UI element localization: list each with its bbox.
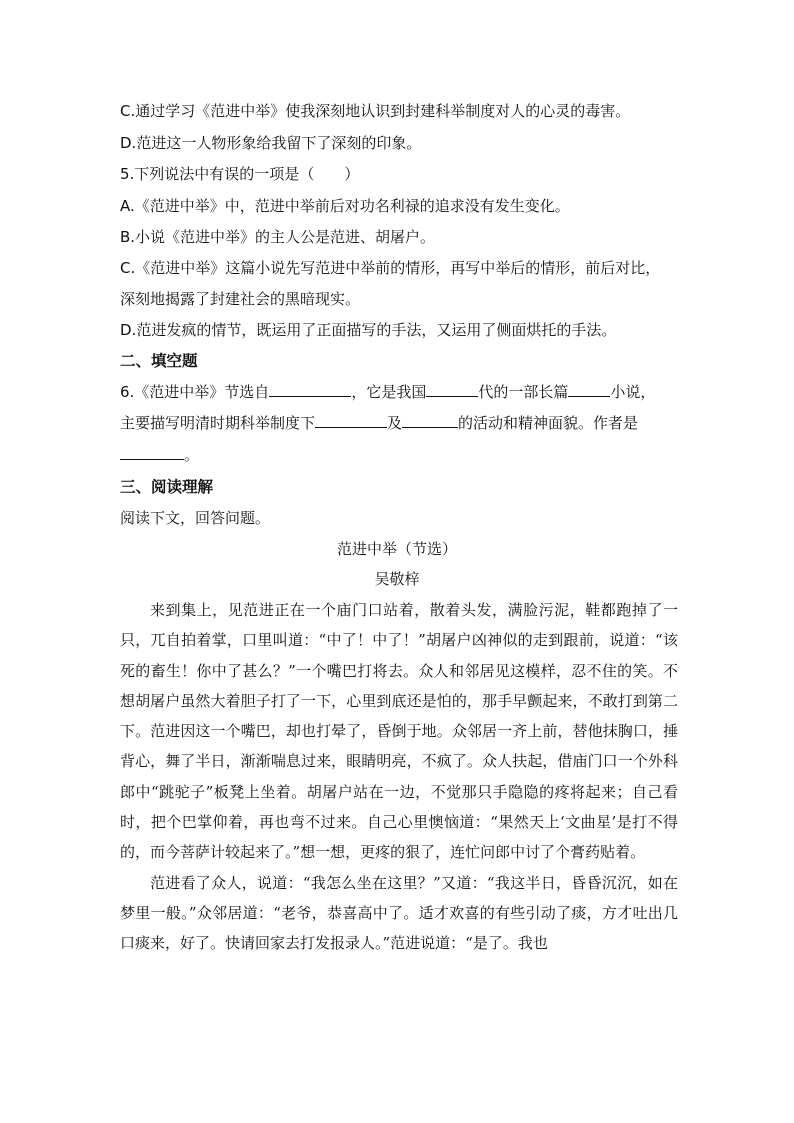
q6-text-3: 代的一部长篇 bbox=[478, 383, 569, 401]
passage-author: 吴敬梓 bbox=[374, 570, 420, 588]
q5-option-b: B.小说《范进中举》的主人公是范进、胡屠户。 bbox=[120, 228, 436, 246]
q6-text-4: 小说， bbox=[610, 383, 656, 401]
q6-text-7: 的活动和精神面貌。作者是 bbox=[458, 414, 639, 432]
reading-instruction: 阅读下文，回答问题。 bbox=[120, 509, 271, 527]
q6-line2 bbox=[120, 413, 680, 433]
q6-text-end: 。 bbox=[184, 446, 200, 464]
q5-option-c-line2: 深刻地揭露了封建社会的黑暗现实。 bbox=[120, 290, 361, 308]
q6-text-2: ，它是我国 bbox=[351, 383, 427, 401]
answer-blank-group2[interactable] bbox=[402, 413, 458, 428]
q5-option-d: D.范进发疯的情节，既运用了正面描写的手法，又运用了侧面烘托的手法。 bbox=[120, 321, 617, 339]
section-reading-title: 三、阅读理解 bbox=[120, 478, 214, 496]
q6-text-6: 及 bbox=[387, 414, 403, 432]
q6-text-1: 6.《范进中举》节选自 bbox=[120, 383, 270, 401]
answer-blank-genre[interactable] bbox=[568, 382, 610, 397]
passage-title: 范进中举（节选） bbox=[336, 540, 457, 558]
q6-line1 bbox=[120, 382, 680, 402]
q5-option-c-line1: C.《范进中举》这篇小说先写范进中举前的情形，再写中举后的情形，前后对比， bbox=[120, 259, 661, 277]
passage-paragraph-1: 来到集上，见范进正在一个庙门口站着，散着头发，满脸污泥，鞋都跑掉了一只，兀自拍着掌，口里叫道：“中了！中了！”胡屠户凶神似的走到跟前，说道：“该死的畜生！你中了甚么？”一个嘴巴打将去。众人和邻居见这模样，忍不住的笑。不想胡屠户虽然大着胆子打了一下，心里到底还是怕的，那手早颤起来，不敢打到第二下。范进因这一个嘴巴，却也打晕了，昏倒于地。众邻居一齐上前，替他抹胸口，捶背心，舞了半日，渐渐喘息过来，眼睛明亮，不疯了。众人扶起，借庙门口一个外科郎中“跳驼子”板凳上坐着。胡屠户站在一边，不觉那只手隐隐的疼将起来；自己看时，把个巴掌仰着，再也弯不过来。自己心里懊恼道：“果然天上‘文曲星’是打不得的，而今菩萨计较起来了。”想一想，更疼的狠了，连忙问郎中讨了个膏药贴着。 bbox=[120, 601, 678, 862]
q5-option-a: A.《范进中举》中，范进中举前后对功名利禄的追求没有发生变化。 bbox=[120, 197, 570, 215]
q5-stem: 5.下列说法中有误的一项是（ ） bbox=[120, 165, 360, 183]
section-fill-blank-title: 二、填空题 bbox=[120, 352, 198, 370]
answer-blank-author[interactable] bbox=[120, 445, 184, 460]
answer-blank-group1[interactable] bbox=[315, 413, 387, 428]
passage-paragraph-2: 范进看了众人，说道：“我怎么坐在这里？”又道：“我这半日，昏昏沉沉，如在梦里一般。”众邻居道：“老爷，恭喜高中了。适才欢喜的有些引动了痰，方才吐出几口痰来，好了。快请回家去打发报录人。”范进说道：“是了。我也 bbox=[120, 873, 678, 953]
answer-blank-source[interactable] bbox=[269, 382, 351, 397]
q4-option-c: C.通过学习《范进中举》使我深刻地认识到封建科举制度对人的心灵的毒害。 bbox=[120, 102, 631, 120]
q6-text-5: 主要描写明清时期科举制度下 bbox=[120, 414, 316, 432]
passage-body bbox=[120, 595, 678, 959]
answer-blank-dynasty[interactable] bbox=[426, 382, 478, 397]
q4-option-d: D.范进这一人物形象给我留下了深刻的印象。 bbox=[120, 134, 422, 152]
q6-line3 bbox=[120, 445, 680, 465]
